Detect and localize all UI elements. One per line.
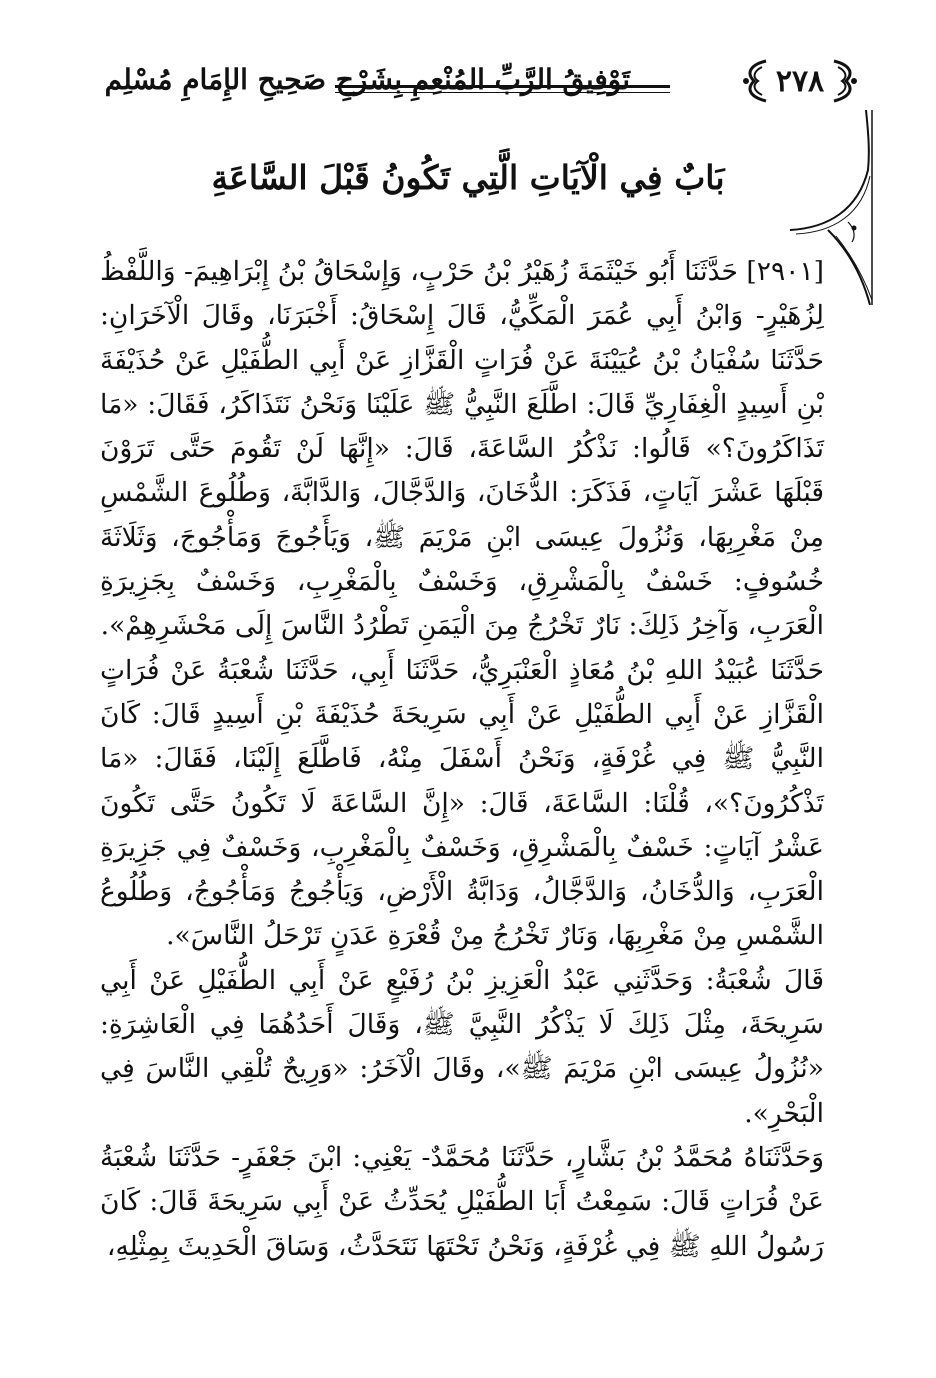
- ornament-left-icon: [740, 59, 768, 103]
- paragraph: حَدَّثَنَا عُبَيْدُ اللهِ بْنُ مُعَاذٍ الْعَنْبَرِيُّ، حَدَّثَنَا أَبِي، حَدَّثَنَا شُعْبَةُ عَنْ فُرَاتٍ الْقَزَّازِ عَنْ أَبِي الطُّفَيْلِ عَنْ أَبِي سَرِيحَةَ حُذَيْفَةَ بْنِ أَسِيدٍ قَالَ: كَانَ النَّبِيُّ ﷺ فِي غُرْفَةٍ، وَنَحْنُ أَسْفَلَ مِنْهُ، فَاطَّلَعَ إِلَيْنَا، فَقَالَ: «مَا تَذْكُرُونَ؟»، قُلْنَا: السَّاعَةَ، قَالَ: «إِنَّ السَّاعَةَ لَا تَكُونُ حَتَّى تَكُونَ عَشْرُ آيَاتٍ: خَسْفٌ بِالْمَشْرِقِ، وَخَسْفٌ بِالْمَغْرِبِ، وَخَسْفٌ فِي جَزِيرَةِ الْعَرَبِ، وَالدُّخَانُ، وَالدَّجَّالُ، وَدَابَّةُ الْأَرْضِ، وَيَأْجُوجُ وَمَأْجُوجُ، وَطُلُوعُ الشَّمْسِ مِنْ مَغْرِبِهَا، وَنَارٌ تَخْرُجُ مِنْ قُعْرَةِ عَدَنٍ تَرْحَلُ النَّاسَ».: [100, 654, 824, 952]
- page-number-frame: [740, 59, 860, 103]
- page-header: [60, 55, 860, 115]
- paragraph: [٢٩٠١] حَدَّثَنَا أَبُو خَيْثَمَةَ زُهَيْرُ بْنُ حَرْبٍ، وَإِسْحَاقُ بْنُ إِبْرَاهِيمَ- وَاللَّفْظُ لِزُهَيْرٍ- وَابْنُ أَبِي عُمَرَ الْمَكِّيُّ، قَالَ إِسْحَاقُ: أَخْبَرَنَا، وقَالَ الْآخَرَانِ: حَدَّثَنَا سُفْيَانُ بْنُ عُيَيْنَةَ عَنْ فُرَاتٍ الْقَزَّازِ عَنْ أَبِي الطُّفَيْلِ عَنْ حُذَيْفَةَ بْنِ أَسِيدٍ الْغِفَارِيِّ قَالَ: اطَّلَعَ النَّبِيُّ ﷺ عَلَيْنَا وَنَحْنُ نَتَذَاكَرُ، فَقَالَ: «مَا تَذَاكَرُونَ؟» قَالُوا: نَذْكُرُ السَّاعَةَ، قَالَ: «إِنَّهَا لَنْ تَقُومَ حَتَّى تَرَوْنَ قَبْلَهَا عَشْرَ آيَاتٍ، فَذَكَرَ: الدُّخَانَ، وَالدَّجَّالَ، وَالدَّابَّةَ، وَطُلُوعَ الشَّمْسِ مِنْ مَغْرِبِهَا، وَنُزُولَ عِيسَى ابْنِ مَرْيَمَ ﷺ، وَيَأَجُوجَ وَمَأْجُوجَ، وَثَلَاثَةَ خُسُوفٍ: خَسْفٌ بِالْمَشْرِقِ، وَخَسْفٌ بِالْمَغْرِبِ، وَخَسْفٌ بِجَزِيرَةِ الْعَرَبِ، وَآخِرُ ذَلِكَ: نَارٌ تَخْرُجُ مِنَ الْيَمَنِ تَطْرُدُ النَّاسَ إِلَى مَحْشَرِهِمْ».: [100, 256, 824, 642]
- paragraph: قَالَ شُعْبَةُ: وَحَدَّثَنِي عَبْدُ الْعَزِيزِ بْنُ رُفَيْعٍ عَنْ أَبِي الطُّفَيْلِ عَنْ أَبِي سَرِيحَةَ، مِثْلَ ذَلِكَ لَا يَذْكُرُ النَّبِيَّ ﷺ، وَقَالَ أَحَدُهُمَا فِي الْعَاشِرَةِ: «نُزُولُ عِيسَى ابْنِ مَرْيَمَ ﷺ»، وقَالَ الْآخَرُ: «وَرِيحٌ تُلْقِي النَّاسَ فِي الْبَحْرِ».: [100, 964, 824, 1129]
- hadith-body: [100, 250, 824, 1269]
- header-rule: [335, 85, 670, 88]
- ornament-right-icon: [832, 59, 860, 103]
- running-title: تَوْفِيقُ الرَّبِّ المُنْعِمِ بِشَرْحِ صَحِيحِ الإِمَامِ مُسْلِم: [104, 63, 630, 96]
- page-number: ٢٧٨: [775, 63, 825, 99]
- paragraph: وَحَدَّثَنَاهُ مُحَمَّدُ بْنُ بَشَّارٍ، حَدَّثَنَا مُحَمَّدٌ- يَعْنِي: ابْنَ جَعْفَرٍ- حَدَّثَنَا شُعْبَةُ عَنْ فُرَاتٍ قَالَ: سَمِعْتُ أَبَا الطُّفَيْلِ يُحَدِّثُ عَنْ أَبِي سَرِيحَةَ قَالَ: كَانَ رَسُولُ اللهِ ﷺ فِي غُرْفَةٍ، وَنَحْنُ تَحْتَهَا نَتَحَدَّثُ، وَسَاقَ الْحَدِيثَ بِمِثْلِهِ،: [100, 1141, 824, 1262]
- chapter-title: بَابٌ فِي الْآيَاتِ الَّتِي تَكُونُ قَبْلَ السَّاعَةِ: [211, 158, 725, 197]
